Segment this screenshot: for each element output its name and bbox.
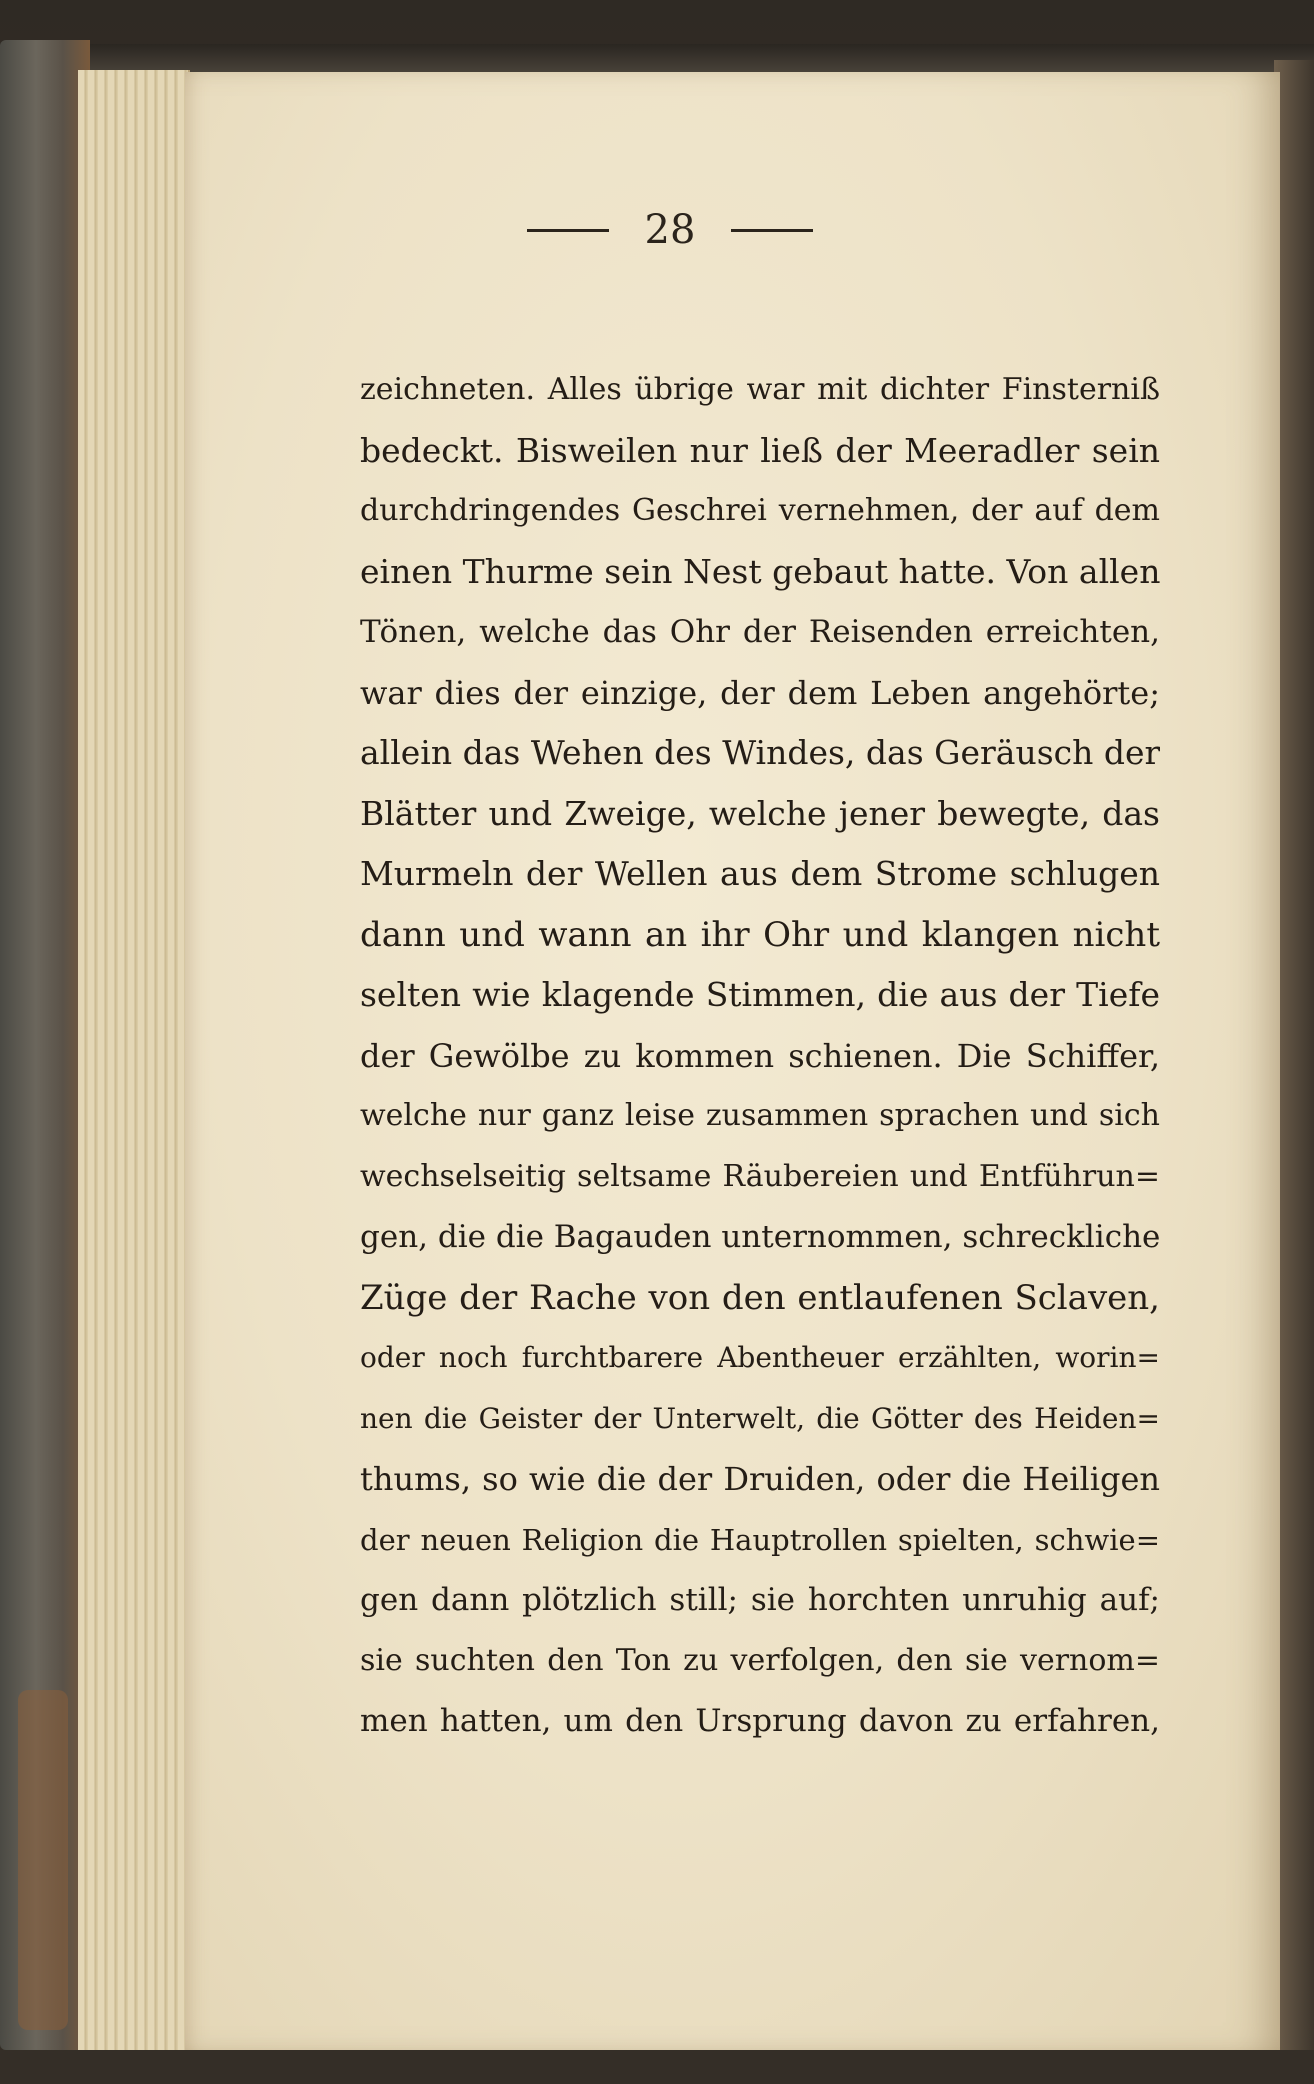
header-rule-left: [527, 229, 609, 232]
text-line: Murmeln der Wellen aus dem Strome schlugen: [360, 854, 1160, 893]
book-cover-right: [1274, 60, 1314, 2050]
text-line: Tönen, welche das Ohr der Reisenden erreichten,: [360, 614, 1160, 650]
page-edges: [78, 70, 190, 2050]
book-cover-top: [20, 44, 1314, 74]
text-line: wechselseitig seltsame Räubereien und Entführun=: [360, 1158, 1160, 1194]
page-header: [420, 200, 920, 260]
text-line: durchdringendes Geschrei vernehmen, der auf dem: [360, 493, 1160, 528]
text-line: oder noch furchtbarere Abentheuer erzählten, worin=: [360, 1341, 1160, 1374]
page-number: 28: [644, 207, 696, 253]
text-line: nen die Geister der Unterwelt, die Götter des Heiden=: [360, 1401, 1160, 1435]
header-rule-right: [731, 229, 813, 232]
text-line: der neuen Religion die Hauptrollen spielten, schwie=: [360, 1522, 1160, 1557]
text-line: dann und wann an ihr Ohr und klangen nicht: [360, 914, 1160, 955]
text-line: allein das Wehen des Windes, das Geräusch der: [360, 733, 1160, 772]
text-line: thums, so wie die der Druiden, oder die Heiligen: [360, 1460, 1160, 1498]
text-line: gen dann plötzlich still; sie horchten unruhig auf;: [360, 1582, 1160, 1618]
text-line: einen Thurme sein Nest gebaut hatte. Von allen: [360, 551, 1160, 591]
text-line: welche nur ganz leise zusammen sprachen und sich: [360, 1098, 1160, 1133]
text-line: gen, die die Bagauden unternommen, schreckliche: [360, 1219, 1160, 1255]
text-line: sie suchten den Ton zu verfolgen, den sie vernom=: [360, 1642, 1160, 1678]
book-cover-left: [0, 40, 90, 2050]
text-line: zeichneten. Alles übrige war mit dichter Finsterniß: [360, 372, 1160, 407]
text-line: der Gewölbe zu kommen schienen. Die Schiffer,: [360, 1036, 1160, 1075]
text-line: men hatten, um den Ursprung davon zu erfahren,: [360, 1703, 1160, 1739]
text-line: bedeckt. Bisweilen nur ließ der Meeradler sein: [360, 430, 1160, 470]
text-line: Züge der Rache von den entlaufenen Sclaven,: [360, 1277, 1160, 1318]
text-line: Blätter und Zweige, welche jener bewegte, das: [360, 793, 1160, 833]
text-line: war dies der einzige, der dem Leben angehörte;: [360, 673, 1160, 712]
text-line: selten wie klagende Stimmen, die aus der Tiefe: [360, 975, 1160, 1014]
body-text: [360, 360, 1160, 1752]
